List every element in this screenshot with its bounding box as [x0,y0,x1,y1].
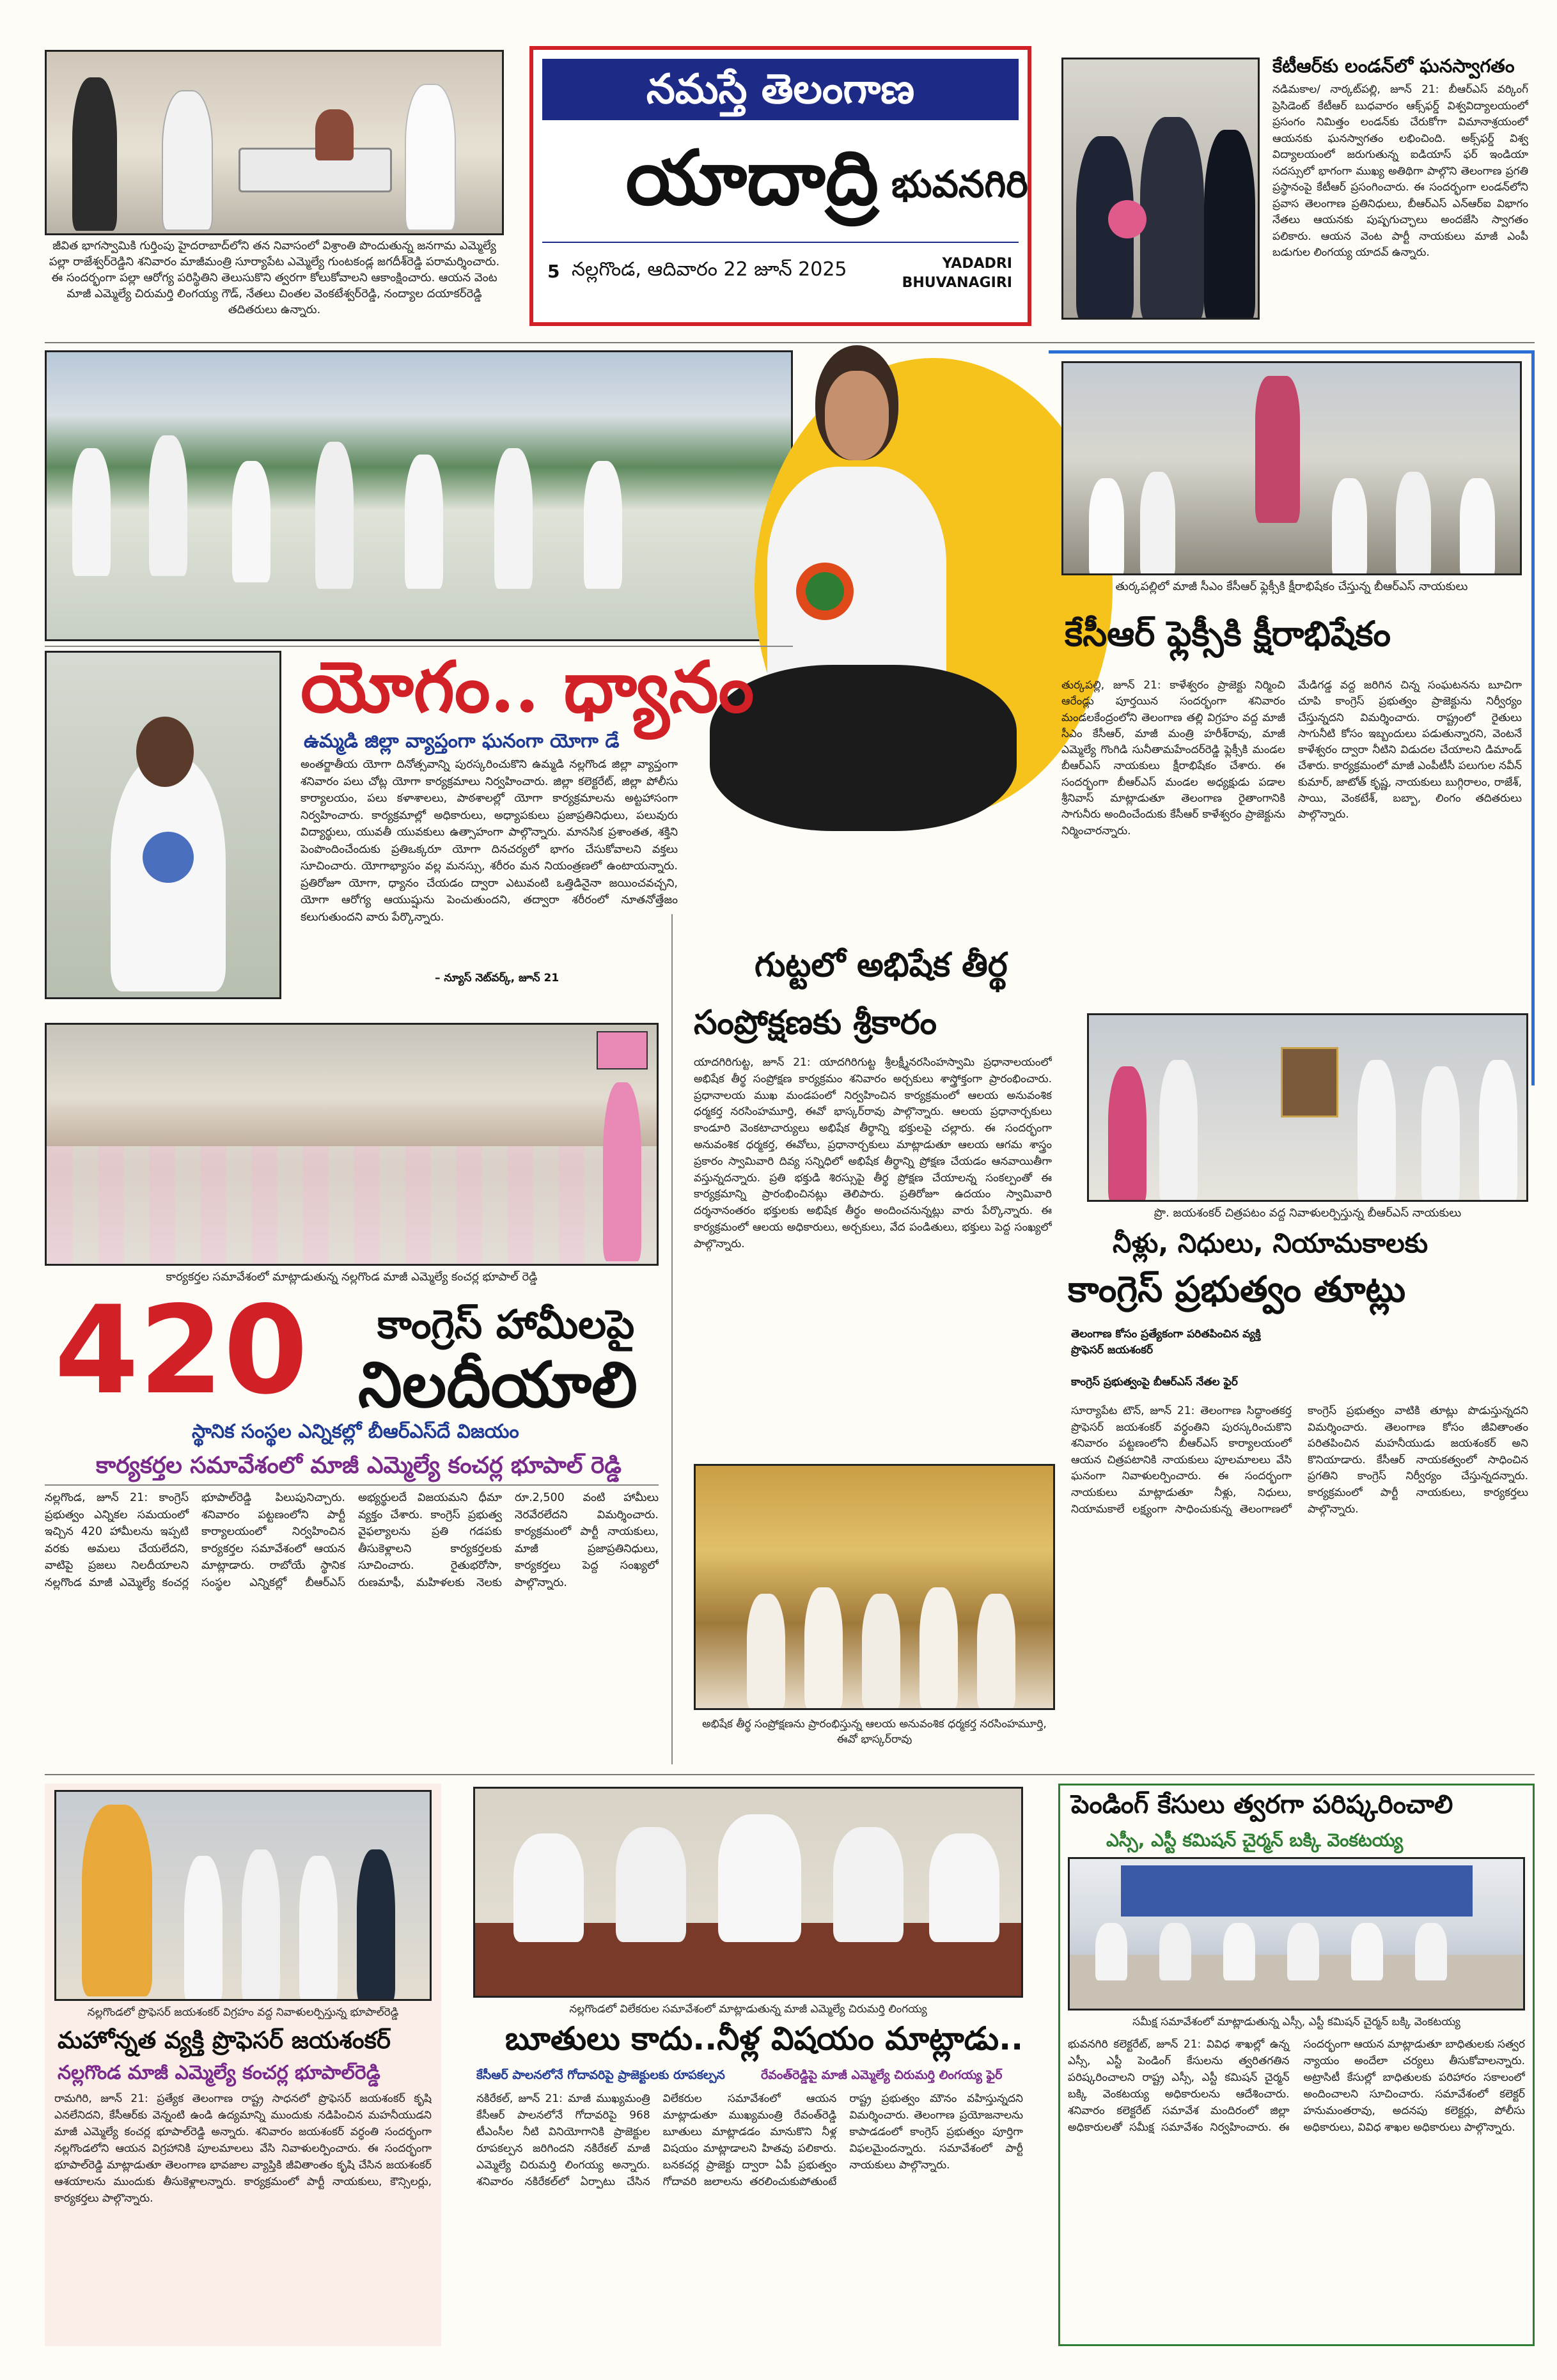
story-420-deck1: స్థానిక సంస్థల ఎన్నికల్లో బీఆర్‌ఎస్‌దే విజయం [192,1420,519,1443]
ktr-london-photo [1061,58,1260,320]
yoga-body: అంతర్జాతీయ యోగా దినోత్సవాన్ని పురస్కరించుకొని ఉమ్మడి నల్లగొండ జిల్లా వ్యాప్తంగా శనివారం పలు చోట్ల యోగా కార్యక్రమాలు నిర్వహించారు. జిల్లా కలెక్టరేట్, జిల్లా పోలీసు కార్యాలయం, పలు కళాశాలలు, పాఠశాలల్లో యోగా కార్యక్రమాలను అట్టహాసంగా నిర్వహించారు. కార్యక్రమాల్లో అధికారులు, అధ్యాపకులు ప్రజాప్రతినిధులు, పలువురు విద్యార్థులు, యువతీ యువకులు ఉత్సాహంగా పాల్గొన్నారు. మానసిక ప్రశాంతత, శక్తిని పెంపొందించేందుకు ప్రతిఒక్కరూ యోగా దినచర్యలో భాగం చేసుకోవాలని వక్తలు సూచించారు. యోగాభ్యాసం వల్ల మనస్సు, శరీరం మన నియంత్రణలో ఉంటాయన్నారు. ప్రతిరోజూ యోగా, ధ్యానం చేయడం ద్వారా ఎటువంటి ఒత్తిడినైనా జయించవచ్చని, యోగా ఆరోగ్య ఆయుష్షును పెంచుతుందని, తద్వారా శరీరంలో నూతనోత్తేజం కలుగుతుందని వారు పేర్కొన్నారు. [301,758,678,924]
yoga-collector-photo [45,651,281,999]
meeting-caption: కార్యకర్తల సమావేశంలో మాట్లాడుతున్న నల్లగొండ మాజీ ఎమ్మెల్యే కంచర్ల భూపాల్ రెడ్డి [166,1270,538,1284]
hospital-visit-caption: జీవిత భాగస్వామికి గుర్తింపు హైదరాబాద్‌లోని తన నివాసంలో విశ్రాంతి పొందుతున్న జనగామ ఎమ్మెల్యే పల్లా రాజేశ్వర్‌రెడ్డిని శనివారం మాజీమంత్రి సూర్యాపేట ఎమ్మెల్యే గుంటకండ్ల జగదీశ్‌రెడ్డి పరామర్శించారు. ఈ సందర్భంగా పల్లా ఆరోగ్య పరిస్థితిని తెలుసుకొని త్వరగా కోలుకోవాలని ఆకాంక్షించారు. ఆయన వెంట మాజీ ఎమ్మెల్యే చిరుమర్తి లింగయ్య గౌడ్, నేతలు చింతల వెంకటేశ్వర్‌రెడ్డి, నంద్యాల దయాకర్‌రెడ్డి తదితరులు ఉన్నారు. [49,239,500,316]
kcr-flexi-body-left: తుర్కపల్లి, జూన్ 21: కాళేశ్వరం ప్రాజెక్టు నిర్మించి ఆరేండ్లు పూర్తయిన సందర్భంగా శనివారం మండలకేంద్రంలోని తెలంగాణ తల్లి విగ్రహం వద్ద మాజీ సీఎం కేసీఆర్, మాజీ మంత్రి హరీశ్‌రావు, మాజీ ఎమ్మెల్యే గొంగిడి సునీతామహేందర్‌రెడ్డి ఫ్లెక్సీకి మండల బీఆర్‌ఎస్ నాయకులు క్షీరాభిషేకం చేశారు. ఈ సందర్భంగా బీఆర్‌ఎస్ మండల అధ్యక్షుడు పడాల శ్రీనివాస్ మాట్లాడుతూ తెలంగాణ రైతాంగానికి సాగునీరు అందించేందుకు కేసీఆర్ కాళేశ్వరం ప్రాజెక్టును నిర్మించారన్నారు. [1061,679,1285,837]
abhishekam-caption: అభిషేక తీర్థ సంప్రోక్షణను ప్రారంభిస్తున్న ఆలయ అనువంశిక ధర్మకర్త నరసింహమూర్తి, ఈవో భాస్కర్‌రావు [702,1718,1047,1746]
edition-label-1: YADADRI [942,256,1012,272]
commission-meeting-caption: సమీక్ష సమావేశంలో మాట్లాడుతున్న ఎస్సీ, ఎస్టీ కమిషన్ చైర్మన్ బక్కి వెంకటయ్య [1132,2016,1460,2028]
jayashankar-deck: నల్లగొండ మాజీ ఎమ్మెల్యే కంచర్ల భూపాల్‌రెడ్డి [58,2062,380,2084]
jayashankar-statue-caption: నల్లగొండలో ప్రొఫెసర్ జయశంకర్ విగ్రహం వద్ద నివాళులర్పిస్తున్న భూపాల్‌రెడ్డి [87,2006,399,2019]
jayashankar-statue-photo [54,1790,432,2001]
water-bullet1: తెలంగాణ కోసం ప్రత్యేకంగా పరితపించిన వ్యక్తి ప్రొఫెసర్ జయశంకర్ [1071,1328,1261,1357]
water-bullet2: కాంగ్రెస్ ప్రభుత్వంపై బీఆర్‌ఎస్ నేతల ఫైర్ [1071,1376,1238,1388]
page-number: 5 [547,261,560,282]
yoga-credit: – న్యూస్ నెట్‌వర్క్, జూన్ 21 [435,972,559,984]
chirumarthi-caption: నల్లగొండలో విలేకరుల సమావేశంలో మాట్లాడుతున్న మాజీ ఎమ్మెల్యే చిరుమర్తి లింగయ్య [569,2003,927,2016]
chirumarthi-press-photo [473,1787,1023,1998]
masthead-brand-bar: నమస్తే తెలంగాణ [542,59,1019,120]
kcr-flexi-headline: కేసీఆర్ ఫ్లెక్సీకి క్షీరాభిషేకం [1065,614,1391,654]
water-headline-line1: నీళ్లు, నిధులు, నియామకాలకు [1113,1227,1428,1259]
boothulu-headline: బూతులు కాదు..నీళ్ల విషయం మాట్లాడు.. [505,2020,1024,2057]
kcr-flexi-caption: తుర్కపల్లిలో మాజీ సీఎం కేసీఆర్ ఫ్లెక్సీకి క్షీరాభిషేకం చేస్తున్న బీఆర్‌ఎస్ నాయకులు [1115,580,1468,593]
yoga-headline: యోగం.. ధ్యానం [301,646,755,728]
ktr-london-headline: కేటీఆర్‌కు లండన్‌లో ఘనస్వాగతం [1272,55,1515,77]
abhishekam-photo [694,1464,1055,1710]
water-headline-line2: కాంగ్రెస్ ప్రభుత్వం తూట్లు [1068,1269,1406,1311]
story-420-body: నల్లగొండ, జూన్ 21: కాంగ్రెస్ ప్రభుత్వం ఎన్నికల సమయంలో ఇచ్చిన 420 హామీలను ఇప్పటి వరకు అమలు చేయలేదని, వాటిపై ప్రజలు నిలదీయాలని నల్లగొండ మాజీ ఎమ్మెల్యే కంచర్ల భూపాల్‌రెడ్డి పిలుపునిచ్చారు. శనివారం పట్టణంలోని పార్టీ కార్యాలయంలో నిర్వహించిన కార్యకర్తల సమావేశంలో ఆయన మాట్లాడారు. రాబోయే స్థానిక సంస్థల ఎన్నికల్లో బీఆర్‌ఎస్ అభ్యర్థులదే విజయమని ధీమా వ్యక్తం చేశారు. కాంగ్రెస్ ప్రభుత్వ వైఫల్యాలను ప్రతి గడపకు తీసుకెళ్లాలని కార్యకర్తలకు సూచించారు. రైతుభరోసా, రుణమాఫీ, మహిళలకు నెలకు రూ.2,500 వంటి హామీలు నెరవేరలేదని విమర్శించారు. కార్యక్రమంలో పార్టీ నాయకులు, మాజీ ప్రజాప్రతినిధులు, కార్యకర్తలు పెద్ద సంఖ్యలో పాల్గొన్నారు. [45,1491,659,1589]
headline-420-number: 420 [54,1280,308,1421]
pending-cases-body: భువనగిరి కలెక్టరేట్, జూన్ 21: వివిధ శాఖల్లో ఉన్న ఎస్సీ, ఎస్టీ పెండింగ్ కేసులను త్వరితగతిన పరిష్కరించాలని రాష్ట్ర ఎస్సీ, ఎస్టీ కమిషన్ చైర్మన్ బక్కి వెంకటయ్య అధికారులను ఆదేశించారు. శనివారం కలెక్టరేట్ సమావేశ మందిరంలో జిల్లా అధికారులతో సమీక్ష సమావేశం నిర్వహించారు. ఈ సందర్భంగా ఆయన మాట్లాడుతూ బాధితులకు సత్వర న్యాయం అందేలా చర్యలు తీసుకోవాలన్నారు. అట్రాసిటీ కేసుల్లో బాధితులకు పరిహారం సకాలంలో అందించాలని సూచించారు. సమావేశంలో కలెక్టర్ హనుమంతరావు, అదనపు కలెక్టర్లు, పోలీసు అధికారులు, వివిధ శాఖల అధికారులు పాల్గొన్నారు. [1068,2038,1525,2134]
masthead [529,46,1031,326]
boothulu-deck-right: రేవంత్‌రెడ్డిపై మాజీ ఎమ్మెల్యే చిరుమర్తి లింగయ్య ఫైర్ [761,2068,1003,2082]
pending-cases-deck: ఎస్సీ, ఎస్టీ కమిషన్ చైర్మన్ బక్కి వెంకటయ్య [1106,1830,1404,1851]
jayashankar-body: రామగిరి, జూన్ 21: ప్రత్యేక తెలంగాణ రాష్ట్ర సాధనలో ప్రొఫెసర్ జయశంకర్ కృషి ఎనలేనిదని, కేసీఆర్‌కు వెన్నంటి ఉండి ఉద్యమాన్ని ముందుకు నడిపించిన మహనీయుడని మాజీ ఎమ్మెల్యే కంచర్ల భూపాల్‌రెడ్డి అన్నారు. శనివారం జయశంకర్ వర్ధంతి సందర్భంగా నల్లగొండలోని ఆయన విగ్రహానికి పూలమాలలు వేసి నివాళులర్పించారు. ఈ సందర్భంగా భూపాల్‌రెడ్డి మాట్లాడుతూ తెలంగాణ భావజాల వ్యాప్తికి జీవితాంతం కృషి చేసిన జయశంకర్ ఆశయాలను ముందుకు తీసుకెళ్లాలన్నారు. కార్యక్రమంలో పార్టీ నాయకులు, కౌన్సిలర్లు, కార్యకర్తలు పాల్గొన్నారు. [54,2092,432,2205]
hospital-visit-photo [45,50,504,235]
kcr-flexi-photo [1061,361,1522,575]
headline-420-line1: కాంగ్రెస్ హామీలపై [377,1301,635,1348]
abhishekam-body: యాదగిరిగుట్ట, జూన్ 21: యాదగిరిగుట్ట శ్రీలక్ష్మీనరసింహస్వామి ప్రధానాలయంలో అభిషేక తీర్థ సంప్రోక్షణ కార్యక్రమం శనివారం అర్చకులు శాస్త్రోక్తంగా ప్రారంభించారు. ప్రధానాలయ ముఖ మండపంలో నిర్వహించిన కార్యక్రమంలో ఆలయ అనువంశిక ధర్మకర్త నరసింహమూర్తి, ఈవో భాస్కర్‌రావు పాల్గొన్నారు. ఆలయ ప్రధానార్చకులు కాండూరి వెంకటాచార్యులు అభిషేక తీర్థాన్ని భక్తులపై చల్లారు. ఈ సందర్భంగా అనువంశిక ధర్మకర్త, ఈవోలు, ప్రధానార్చకులు మాట్లాడుతూ ఆలయ ఆగమ శాస్త్రం ప్రకారం స్వామివారి దివ్య సన్నిధిలో అభిషేక తీర్థాన్ని ప్రోక్షణ చేయడం ఆనవాయితీగా వస్తున్నదన్నారు. ప్రతి భక్తుడి శిరస్సుపై తీర్థ ప్రోక్షణ చేయాలన్న సంకల్పంతో ఈ కార్యక్రమాన్ని ప్రారంభించినట్లు తెలిపారు. ప్రతిరోజూ ఉదయం స్వామివారి దర్శనానంతరం భక్తులకు అభిషేక తీర్థం అందించనున్నట్లు వారు పేర్కొన్నారు. ఈ కార్యక్రమంలో ఆలయ అధికారులు, అర్చకులు, వేద పండితులు, భక్తులు పెద్ద సంఖ్యలో పాల్గొన్నారు. [694,1056,1052,1250]
ktr-london-body: నడిమకాల/ నార్కట్‌పల్లి, జూన్ 21: బీఆర్‌ఎస్ వర్కింగ్ ప్రెసిడెంట్ కేటీఆర్ బుధవారం ఆక్స్‌ఫర్డ్ విశ్వవిద్యాలయంలో ప్రసంగం నిమిత్తం లండన్‌కు చేరుకోగా విమానాశ్రయంలో ఆయనకు ఘనస్వాగతం లభించింది. అక్స్‌ఫర్డ్ విశ్వ విద్యాలయంలో జరుగుతున్న ఐడియాస్ ఫర్ ఇండియా సదస్సులో భాగంగా ముఖ్య అతిథిగా పాల్గొని తెలంగాణ ప్రగతి ప్రస్థానంపై కేటీఆర్ ప్రసంగించారు. ఈ సందర్భంగా లండన్‌లోని ప్రవాస తెలంగాణ ప్రతినిధులు, బీఆర్‌ఎస్ ఎన్‌ఆర్‌ఐ విభాగం నేతలు ఆయనకు పుష్పగుచ్ఛాలు అందజేసి స్వాగతం పలికారు. ఆయన వెంట పార్టీ నాయకులు మాజీ ఎంపీ బడుగుల లింగయ్య యాదవ్ ఉన్నారు. [1272,83,1528,259]
jayashankar-tribute-photo [1087,1013,1528,1202]
commission-meeting-photo [1068,1857,1525,2011]
masthead-district-subtitle: భువనగిరి [891,162,1028,206]
edition-label-2: BHUVANAGIRI [902,275,1012,291]
boothulu-deck-left: కేసీఆర్ పాలనలోనే గోదావరిపై ప్రాజెక్టులకు రూపకల్పన [476,2068,725,2082]
kcr-flexi-body-right: మేడిగడ్డ వద్ద జరిగిన చిన్న సంఘటనను బూచిగా చూపి కాంగ్రెస్ ప్రభుత్వం ప్రాజెక్టును నిర్వీర్యం చేస్తున్నదని విమర్శించారు. రాష్ట్రంలో రైతులు సాగునీటి కోసం ఇబ్బందులు పడుతున్నారని, వెంటనే కాళేశ్వరం ద్వారా నీటిని విడుదల చేయాలని డిమాండ్ చేశారు. కార్యక్రమంలో మాజీ ఎంపీటీసీ పలుగుల నవీన్ కుమార్, జాటోత్ కృష్ణ, నాయకులు బుగ్గిరాలం, రాజేశ్, సాయి, వెంకటేశ్, బబ్బా, లింగం తదితరులు పాల్గొన్నారు. [1298,679,1522,821]
abhishekam-headline-line1: గుట్టలో అభిషేక తీర్థ [755,946,1008,984]
boothulu-body: నకిరేకల్, జూన్ 21: మాజీ ముఖ్యమంత్రి కేసీఆర్ పాలనలోనే గోదావరిపై 968 టీఎంసీల నీటి వినియోగానికి ప్రాజెక్టుల రూపకల్పన జరిగిందని నకిరేకల్ మాజీ ఎమ్మెల్యే చిరుమర్తి లింగయ్య అన్నారు. శనివారం నకిరేకల్‌లో ఏర్పాటు చేసిన విలేకరుల సమావేశంలో ఆయన మాట్లాడుతూ ముఖ్యమంత్రి రేవంత్‌రెడ్డి బూతులు మాట్లాడడం మానుకొని నీళ్ల విషయం మాట్లాడాలని హితవు పలికారు. బనకచర్ల ప్రాజెక్టు ద్వారా ఏపీ ప్రభుత్వం గోదావరి జలాలను తరలించుకుపోతుంటే రాష్ట్ర ప్రభుత్వం మౌనం వహిస్తున్నదని విమర్శించారు. తెలంగాణ ప్రయోజనాలను కాపాడడంలో కాంగ్రెస్ ప్రభుత్వం పూర్తిగా విఫలమైందన్నారు. సమావేశంలో పార్టీ నాయకులు పాల్గొన్నారు. [476,2092,1023,2188]
jayashankar-tribute-caption: ప్రొ. జయశంకర్ చిత్రపటం వద్ద నివాళులర్పిస్తున్న బీఆర్‌ఎస్ నాయకులు [1154,1206,1462,1220]
water-body: సూర్యాపేట టౌన్, జూన్ 21: తెలంగాణ సిద్ధాంతకర్త ప్రొఫెసర్ జయశంకర్ వర్ధంతిని పురస్కరించుకొని శనివారం పట్టణంలోని బీఆర్‌ఎస్ కార్యాలయంలో ఆయన చిత్రపటానికి నాయకులు పూలమాలలు వేసి ఘనంగా నివాళులర్పించారు. ఈ సందర్భంగా నాయకులు మాట్లాడుతూ నీళ్లు, నిధులు, నియామకాలే లక్ష్యంగా సాధించుకున్న తెలంగాణలో కాంగ్రెస్ ప్రభుత్వం వాటికి తూట్లు పొడుస్తున్నదని విమర్శించారు. తెలంగాణ కోసం జీవితాంతం పరితపించిన మహనీయుడు జయశంకర్ అని కొనియాడారు. కేసీఆర్ నాయకత్వంలో సాధించిన ప్రగతిని కాంగ్రెస్ నిర్వీర్యం చేస్తున్నదన్నారు. కార్యక్రమంలో పార్టీ నాయకులు, కార్యకర్తలు పాల్గొన్నారు. [1071,1404,1528,1516]
jayashankar-headline: మహోన్నత వ్యక్తి ప్రొఫెసర్ జయశంకర్ [58,2026,391,2054]
dateline: నల్లగొండ, ఆదివారం 22 జూన్ 2025 [572,258,847,281]
meeting-photo [45,1023,659,1266]
pending-cases-headline: పెండింగ్ కేసులు త్వరగా పరిష్కరించాలి [1071,1790,1453,1819]
headline-420-line2: నిలదీయాలి [358,1349,638,1422]
yoga-deck: ఉమ్మడి జిల్లా వ్యాప్తంగా ఘనంగా యోగా డే [304,730,620,752]
abhishekam-headline-line2: సంప్రోక్షణకు శ్రీకారం [694,1004,937,1042]
story-420-deck2: కార్యకర్తల సమావేశంలో మాజీ ఎమ్మెల్యే కంచర్ల భూపాల్ రెడ్డి [96,1452,622,1479]
masthead-district-title: యాదాద్రి [625,133,879,222]
